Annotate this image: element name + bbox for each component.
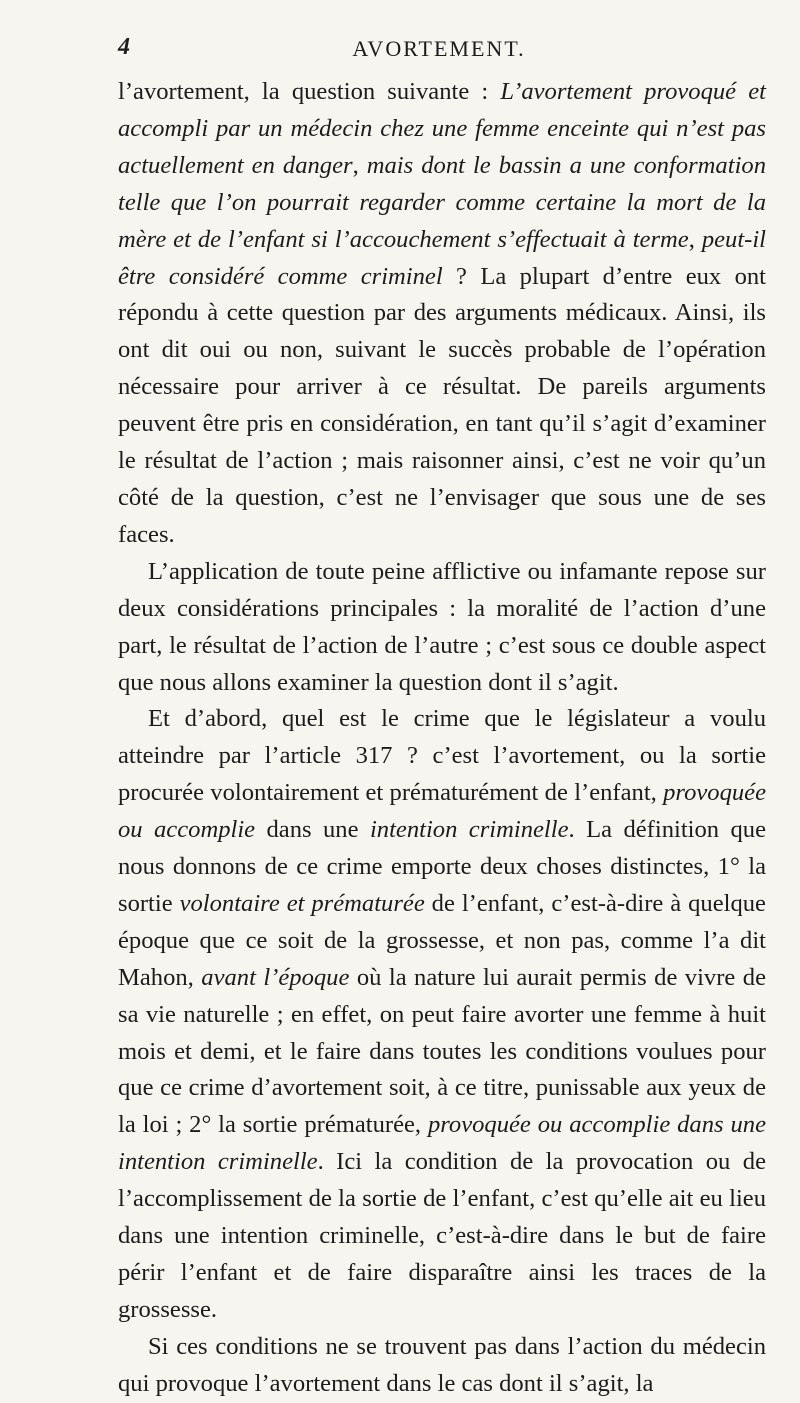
- page-header: [118, 34, 760, 64]
- italic-text: avant l’époque: [201, 963, 350, 991]
- paragraph: [118, 701, 766, 1328]
- italic-text: mais dont le bassin a une conformation telle que l’on pourrait regarder comme certaine la mort de la mère et de l’enfant si l’accouchement s’effectuait à terme: [118, 151, 766, 253]
- text-segment: Si ces conditions ne se trouvent pas dans l’action du médecin qui provoque l’avortement dans le cas dont il s’agit, la: [118, 1332, 766, 1397]
- text-segment: l’avortement, la question suivante :: [118, 78, 501, 105]
- text-segment: ,: [352, 151, 367, 179]
- paragraph: [118, 554, 766, 702]
- italic-text: provoquée ou accomplie: [118, 779, 766, 844]
- text-segment: où la nature lui aurait permis de vivre de sa vie naturelle ; en effet, on peut faire avorter une femme à huit mois et demi, et le faire dans toutes les conditions voulues pour que ce crime d’avortement soit, à ce titre, punissable aux yeux de la loi ; 2° la sortie prématurée,: [118, 963, 766, 1139]
- body-text: [118, 74, 766, 1403]
- paragraph: [118, 1329, 766, 1403]
- paragraph: [118, 74, 766, 554]
- text-segment: L’application de toute peine afflictive ou infamante repose sur deux considérations principales : la moralité de l’action d’une part, le résultat de l’action de l’autre ; c’est sous ce double aspect que nous allons examiner la question dont il s’agit.: [118, 557, 766, 696]
- running-title: AVORTEMENT.: [352, 36, 526, 61]
- text-segment: dans une: [255, 816, 370, 844]
- text-segment: . La définition que nous donnons de ce crime emporte deux choses distinctes, 1° la sortie: [118, 816, 767, 917]
- text-segment: . Ici la condition de la provocation ou de l’accomplissement de la sortie de l’enfant, c’est qu’elle ait eu lieu dans une intention criminelle, c’est-à-dire dans le but de faire périr l’enfant et de faire disparaître ainsi les traces de la grossesse.: [118, 1148, 766, 1323]
- italic-text: intention criminelle: [369, 816, 569, 844]
- italic-text: volontaire et prématurée: [179, 889, 425, 917]
- text-segment: Et d’abord, quel est le crime que le législateur a voulu atteindre par l’article 317 ? c’est l’avortement, ou la sortie procurée volontairement et prématurément de l’enfant,: [118, 705, 766, 807]
- italic-text: peut-il être considéré comme criminel: [118, 225, 767, 290]
- text-segment: ,: [688, 225, 702, 253]
- text-segment: ? La plupart d’entre eux ont répondu à cette question par des arguments médicaux. Ainsi, ils ont dit oui ou non, suivant le succès probable de l’opération nécessaire pour arriver à ce résultat. De pareils arguments peuvent être pris en considération, en tant qu’il s’agit d’examiner le résultat de l’action ; mais raisonner ainsi, c’est ne voir qu’un côté de la question, c’est ne l’envisager que sous une de ses faces.: [118, 262, 766, 548]
- text-segment: de l’enfant, c’est-à-dire à quelque époque que ce soit de la grossesse, et non pas, comme l’a dit Mahon,: [118, 889, 766, 991]
- italic-text: provoquée ou accomplie dans une intention criminelle: [118, 1111, 766, 1176]
- italic-text: L’avortement provoqué et accompli par un médecin chez une femme enceinte qui n’est pas actuellement en danger: [118, 78, 766, 179]
- page-number: 4: [118, 34, 130, 60]
